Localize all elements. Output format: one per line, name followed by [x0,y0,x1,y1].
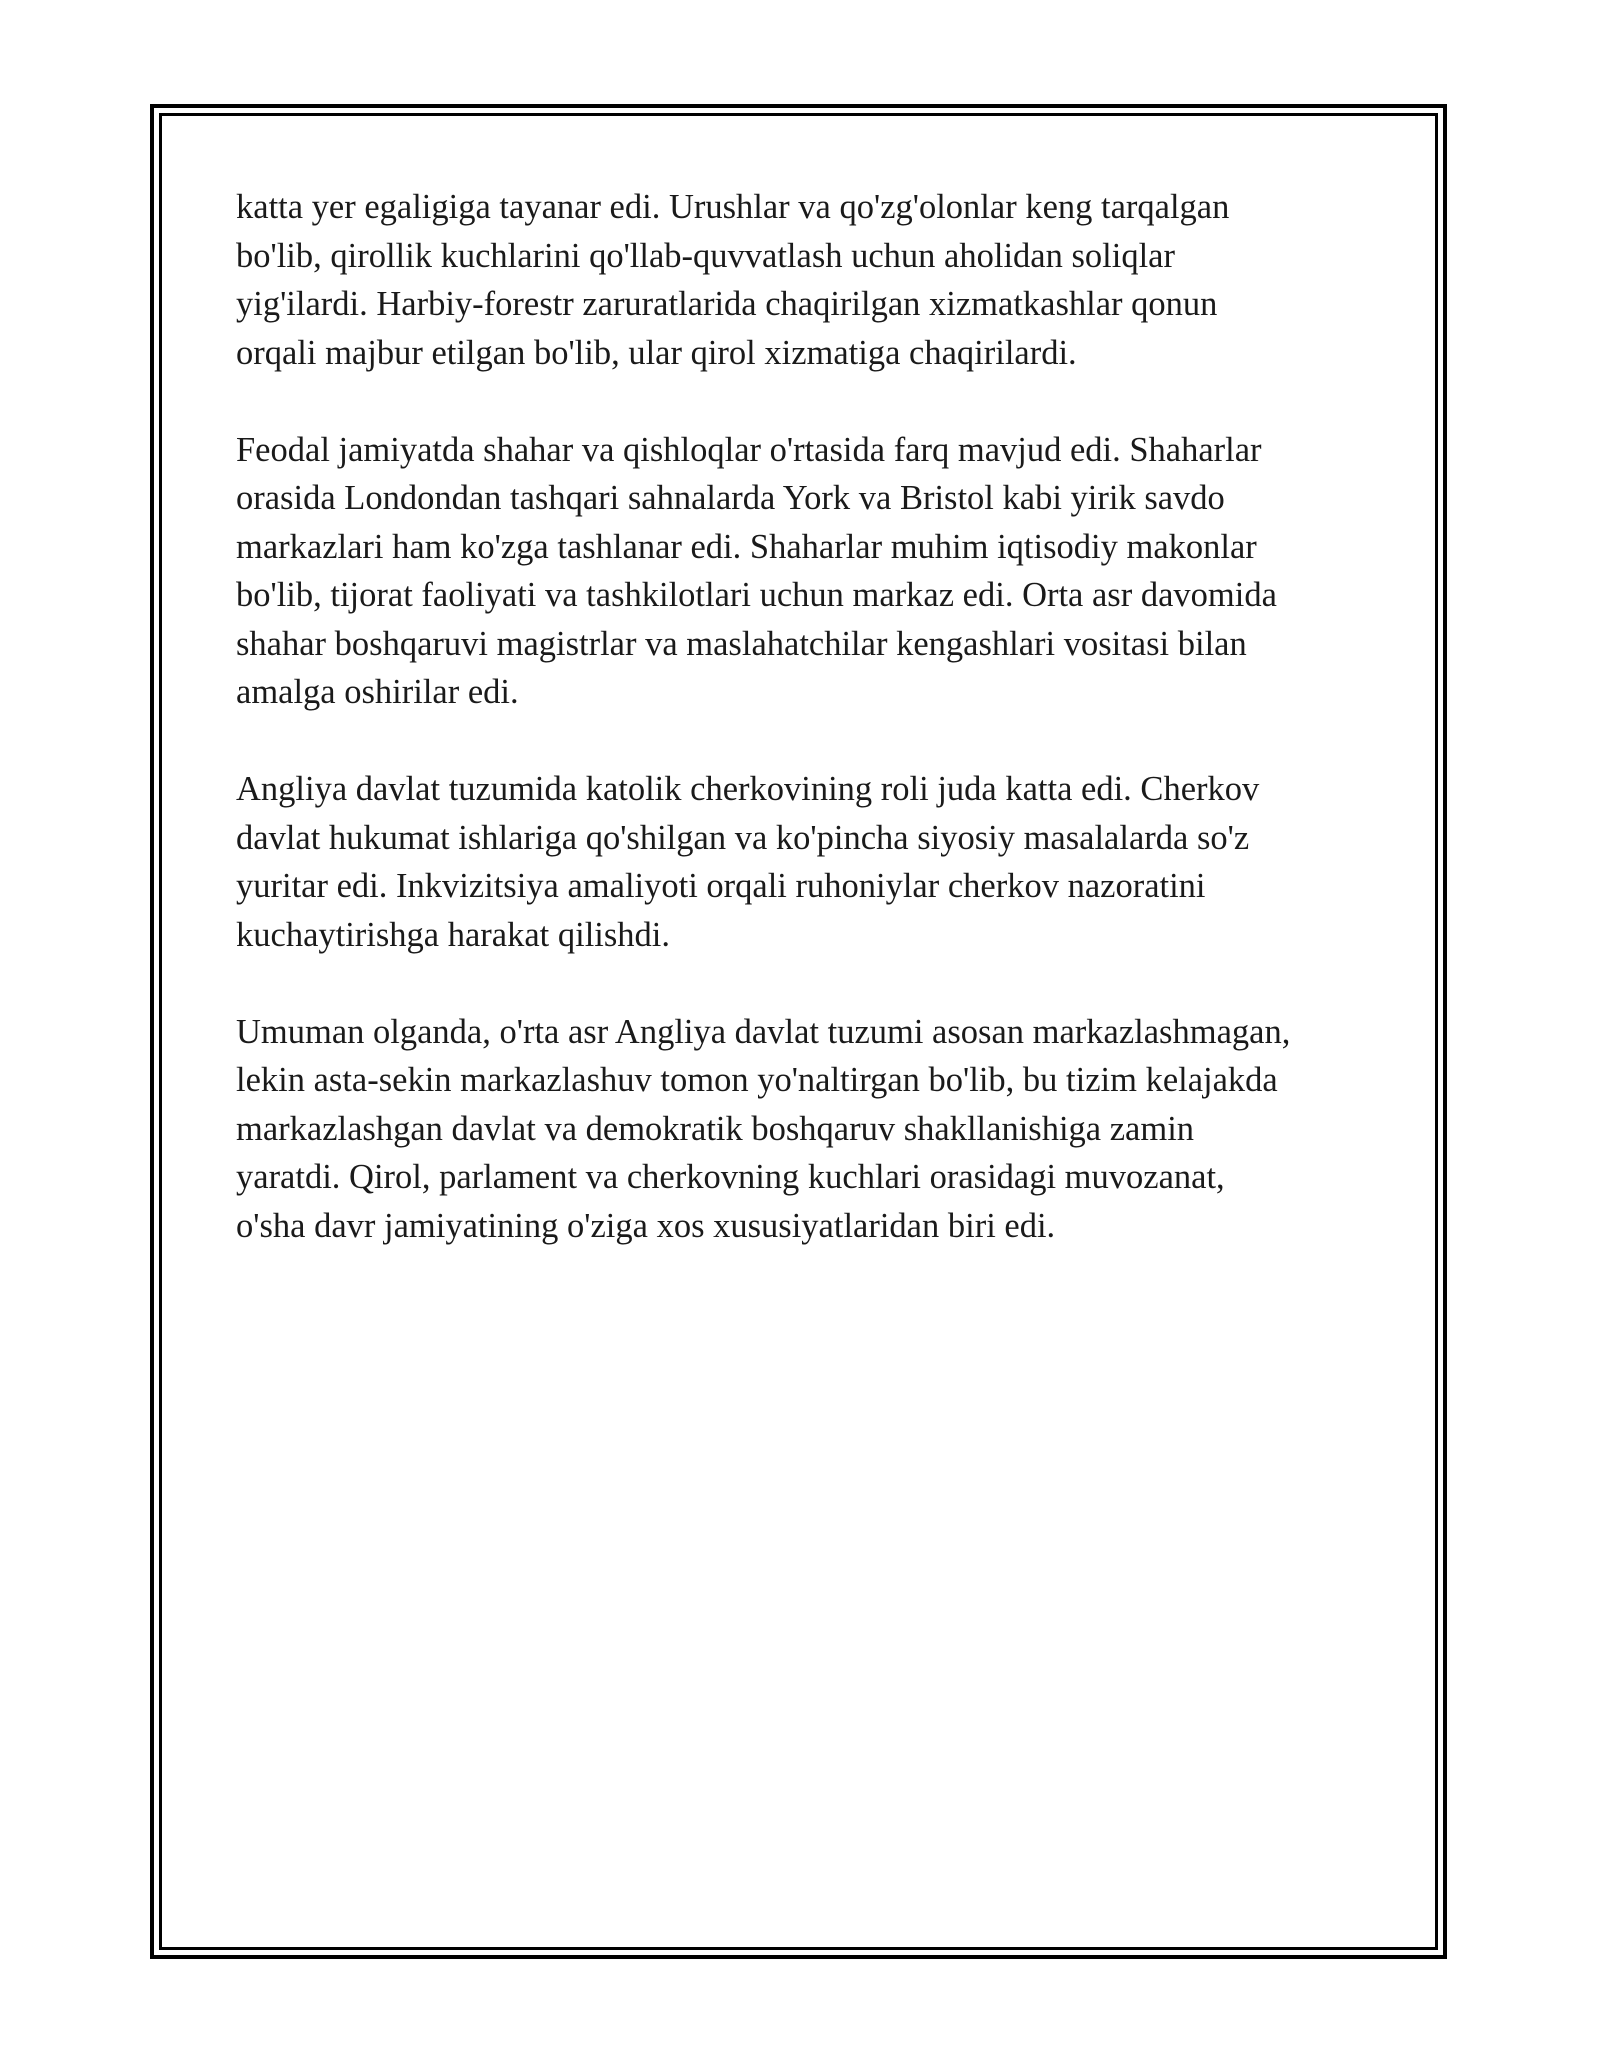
paragraph-4: Umuman olganda, o'rta asr Angliya davlat tuzumi asosan markazlashmagan, lekin asta-sekin markazlashuv tomon yo'naltirgan bo'lib, bu tizim kelajakda markazlashgan davlat va demokratik boshqaruv shakllanishiga zamin yaratdi. Qirol, parlament va cherkovning kuchlari orasidagi muvozanat, o'sha davr jamiyatining o'ziga xos xususiyatlaridan biri edi. [236,1012,1291,1245]
paragraph-3: Angliya davlat tuzumida katolik cherkovining roli juda katta edi. Cherkov davlat hukumat ishlariga qo'shilgan va ko'pincha siyosiy masalalarda so'z yuritar edi. Inkvizitsiya amaliyoti orqali ruhoniylar cherkov nazoratini kuchaytirishga harakat qilishdi. [236,770,1260,954]
paragraph-2: Feodal jamiyatda shahar va qishloqlar o'rtasida farq mavjud edi. Shaharlar orasida Londondan tashqari sahnalarda York va Bristol kabi yirik savdo markazlari ham ko'zga tashlanar edi. Shaharlar muhim iqtisodiy makonlar bo'lib, tijorat faoliyati va tashkilotlari uchun markaz edi. Orta asr davomida shahar boshqaruvi magistrlar va maslahatchilar kengashlari vositasi bilan amalga oshirilar edi. [236,430,1277,711]
paragraph-1: katta yer egaligiga tayanar edi. Urushlar va qo'zg'olonlar keng tarqalgan bo'lib, qirollik kuchlarini qo'llab-quvvatlash uchun aholidan soliqlar yig'ilardi. Harbiy-forestr zaruratlarida chaqirilgan xizmatkashlar qonun orqali majbur etilgan bo'lib, ular qirol xizmatiga chaqirilardi. [236,188,1230,372]
document-body [236,183,1376,1299]
